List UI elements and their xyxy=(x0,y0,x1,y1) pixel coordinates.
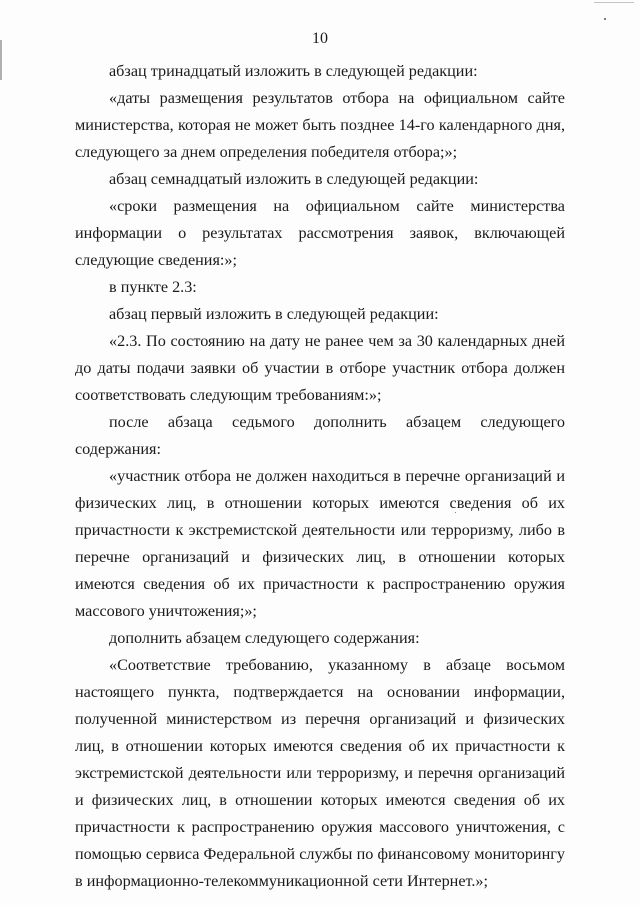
paragraph: «сроки размещения на официальном сайте министерства информации о результатах рассмотрения заявок, включающей следующие сведения:»; xyxy=(75,197,565,269)
paragraph: абзац первый изложить в следующей редакции: xyxy=(109,305,439,323)
paragraph: «участник отбора не должен находиться в перечне организаций и физических лиц, в отношении которых имеются сведения об их причастности к экстремистской деятельности или терроризму, либо в перечне организаций и физических лиц, в отношении которых имеются сведения об их причастности к распространению оружия массового уничтожения;»; xyxy=(75,467,565,620)
paragraph: абзац семнадцатый изложить в следующей редакции: xyxy=(109,170,479,188)
paragraph: абзац тринадцатый изложить в следующей редакции: xyxy=(109,62,478,80)
paragraph: «Соответствие требованию, указанному в абзаце восьмом настоящего пункта, подтверждается на основании информации, полученной министерством из перечня организаций и физических лиц, в отношении которых имеются сведения об их причастности к экстремистской деятельности или терроризму, и перечня организаций и физических лиц, в отношении которых имеются сведения об их причастности к распространению оружия массового уничтожения, с помощью сервиса Федеральной службы по финансовому мониторингу в информационно-телекоммуникационной сети Интернет.»; xyxy=(75,656,565,890)
scan-speck xyxy=(604,18,606,20)
document-body xyxy=(75,58,565,895)
paragraph: в пункте 2.3: xyxy=(109,278,197,296)
paragraph: «даты размещения результатов отбора на официальном сайте министерства, которая не может быть позднее 14-го календарного дня, следующего за днем определения победителя отбора;»; xyxy=(75,89,565,161)
page-number: 10 xyxy=(312,30,328,47)
scan-corner-mark xyxy=(594,2,634,3)
paragraph: после абзаца седьмого дополнить абзацем следующего содержания: xyxy=(75,413,565,458)
paragraph: «2.3. По состоянию на дату не ранее чем за 30 календарных дней до даты подачи заявки об участии в отборе участник отбора должен соответствовать следующим требованиям:»; xyxy=(75,332,565,404)
paragraph: дополнить абзацем следующего содержания: xyxy=(109,629,420,647)
